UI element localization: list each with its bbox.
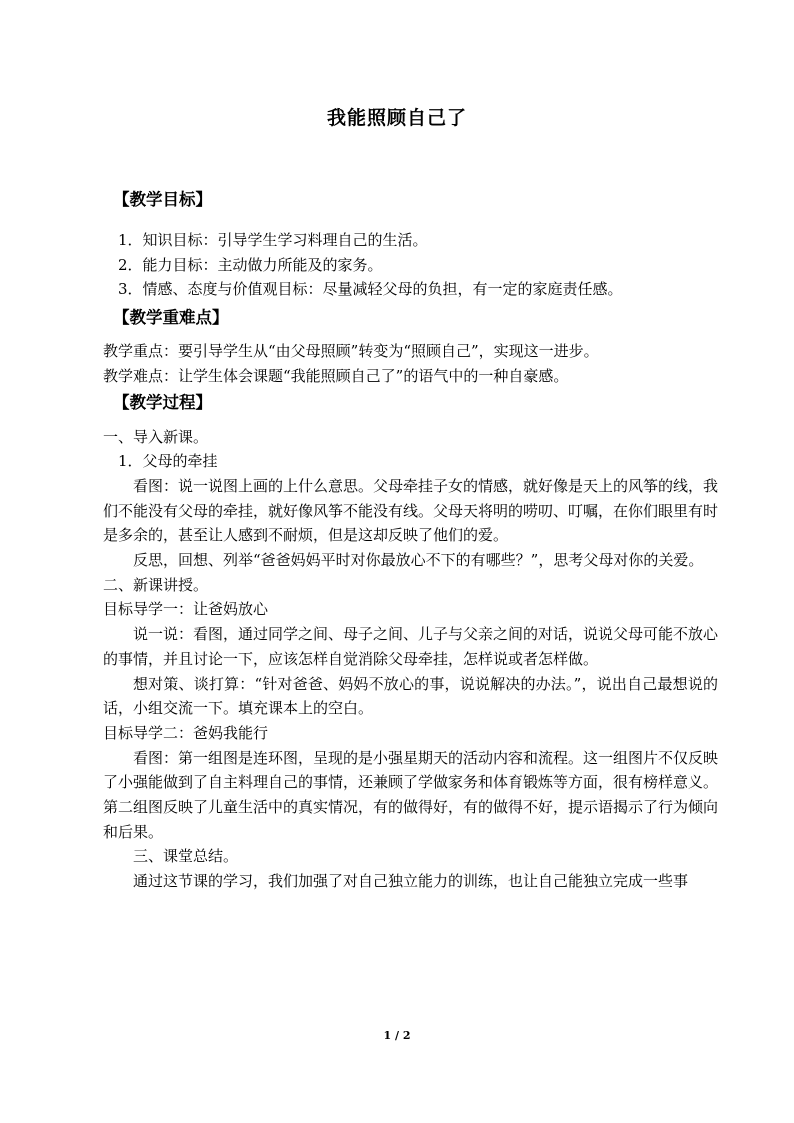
process-paragraph: 想对策、谈打算：“针对爸爸、妈妈不放心的事，说说解决的办法。”，说出自己最想说的话，小组交流一下。填充课本上的空白。	[103, 674, 718, 718]
process-paragraph: 目标导学一：让爸妈放心	[103, 600, 269, 619]
heading-teaching-process: 【教学过程】	[113, 392, 212, 412]
process-paragraph: 看图：说一说图上画的上什么意思。父母牵挂子女的情感，就好像是天上的风筝的线，我们不能没有父母的牵挂，就好像风筝不能没有线。父母天将明的唠叨、叮嘱，在你们眼里有时是多余的，甚至让人感到不耐烦，但是这却反映了他们的爱。	[103, 476, 719, 545]
process-paragraph: 说一说：看图，通过同学之间、母子之间、儿子与父亲之间的对话，说说父母可能不放心的事情，并且讨论一下，应该怎样自觉消除父母牵挂，怎样说或者怎样做。	[103, 625, 719, 668]
heading-key-points: 【教学重难点】	[113, 308, 229, 328]
process-paragraph: 1．父母的牵挂	[118, 452, 218, 471]
goal-item: 2．能力目标：主动做力所能及的家务。	[118, 255, 383, 274]
process-paragraph: 三、课堂总结。	[133, 847, 239, 866]
process-paragraph: 一、导入新课。	[103, 427, 209, 446]
goal-item: 3．情感、态度与价值观目标：尽量减轻父母的负担，有一定的家庭责任感。	[118, 280, 623, 299]
document-title: 我能照顾自己了	[326, 107, 467, 129]
key-point-item: 教学难点：让学生体会课题“我能照顾自己了”的语气中的一种自豪感。	[103, 366, 569, 385]
goal-item: 1．知识目标：引导学生学习料理自己的生活。	[118, 231, 428, 249]
document-body	[103, 188, 718, 894]
process-paragraph: 看图：第一组图是连环图，呈现的是小强星期天的活动内容和流程。这一组图片不仅反映了小强能做到了自主料理自己的事情，还兼顾了学做家务和体育锻炼等方面，很有榜样意义。第二组图反映了儿童生活中的真实情况，有的做得好，有的做得不好，提示语揭示了行为倾向和后果。	[103, 748, 719, 841]
heading-teaching-goals: 【教学目标】	[113, 190, 212, 209]
process-paragraph: 通过这节课的学习，我们加强了对自己独立能力的训练，也让自己能独立完成一些事	[133, 872, 689, 891]
process-paragraph: 反思，回想、列举“爸爸妈妈平时对你最放心不下的有哪些？”，思考父母对你的关爱。	[133, 551, 704, 570]
process-paragraph: 目标导学二：爸妈我能行	[103, 723, 269, 742]
process-paragraph: 二、新课讲授。	[103, 575, 209, 594]
key-point-item: 教学重点：要引导学生从“由父母照顾”转变为“照顾自己”，实现这一进步。	[103, 342, 599, 361]
page-number: 1 / 2	[383, 1029, 411, 1042]
